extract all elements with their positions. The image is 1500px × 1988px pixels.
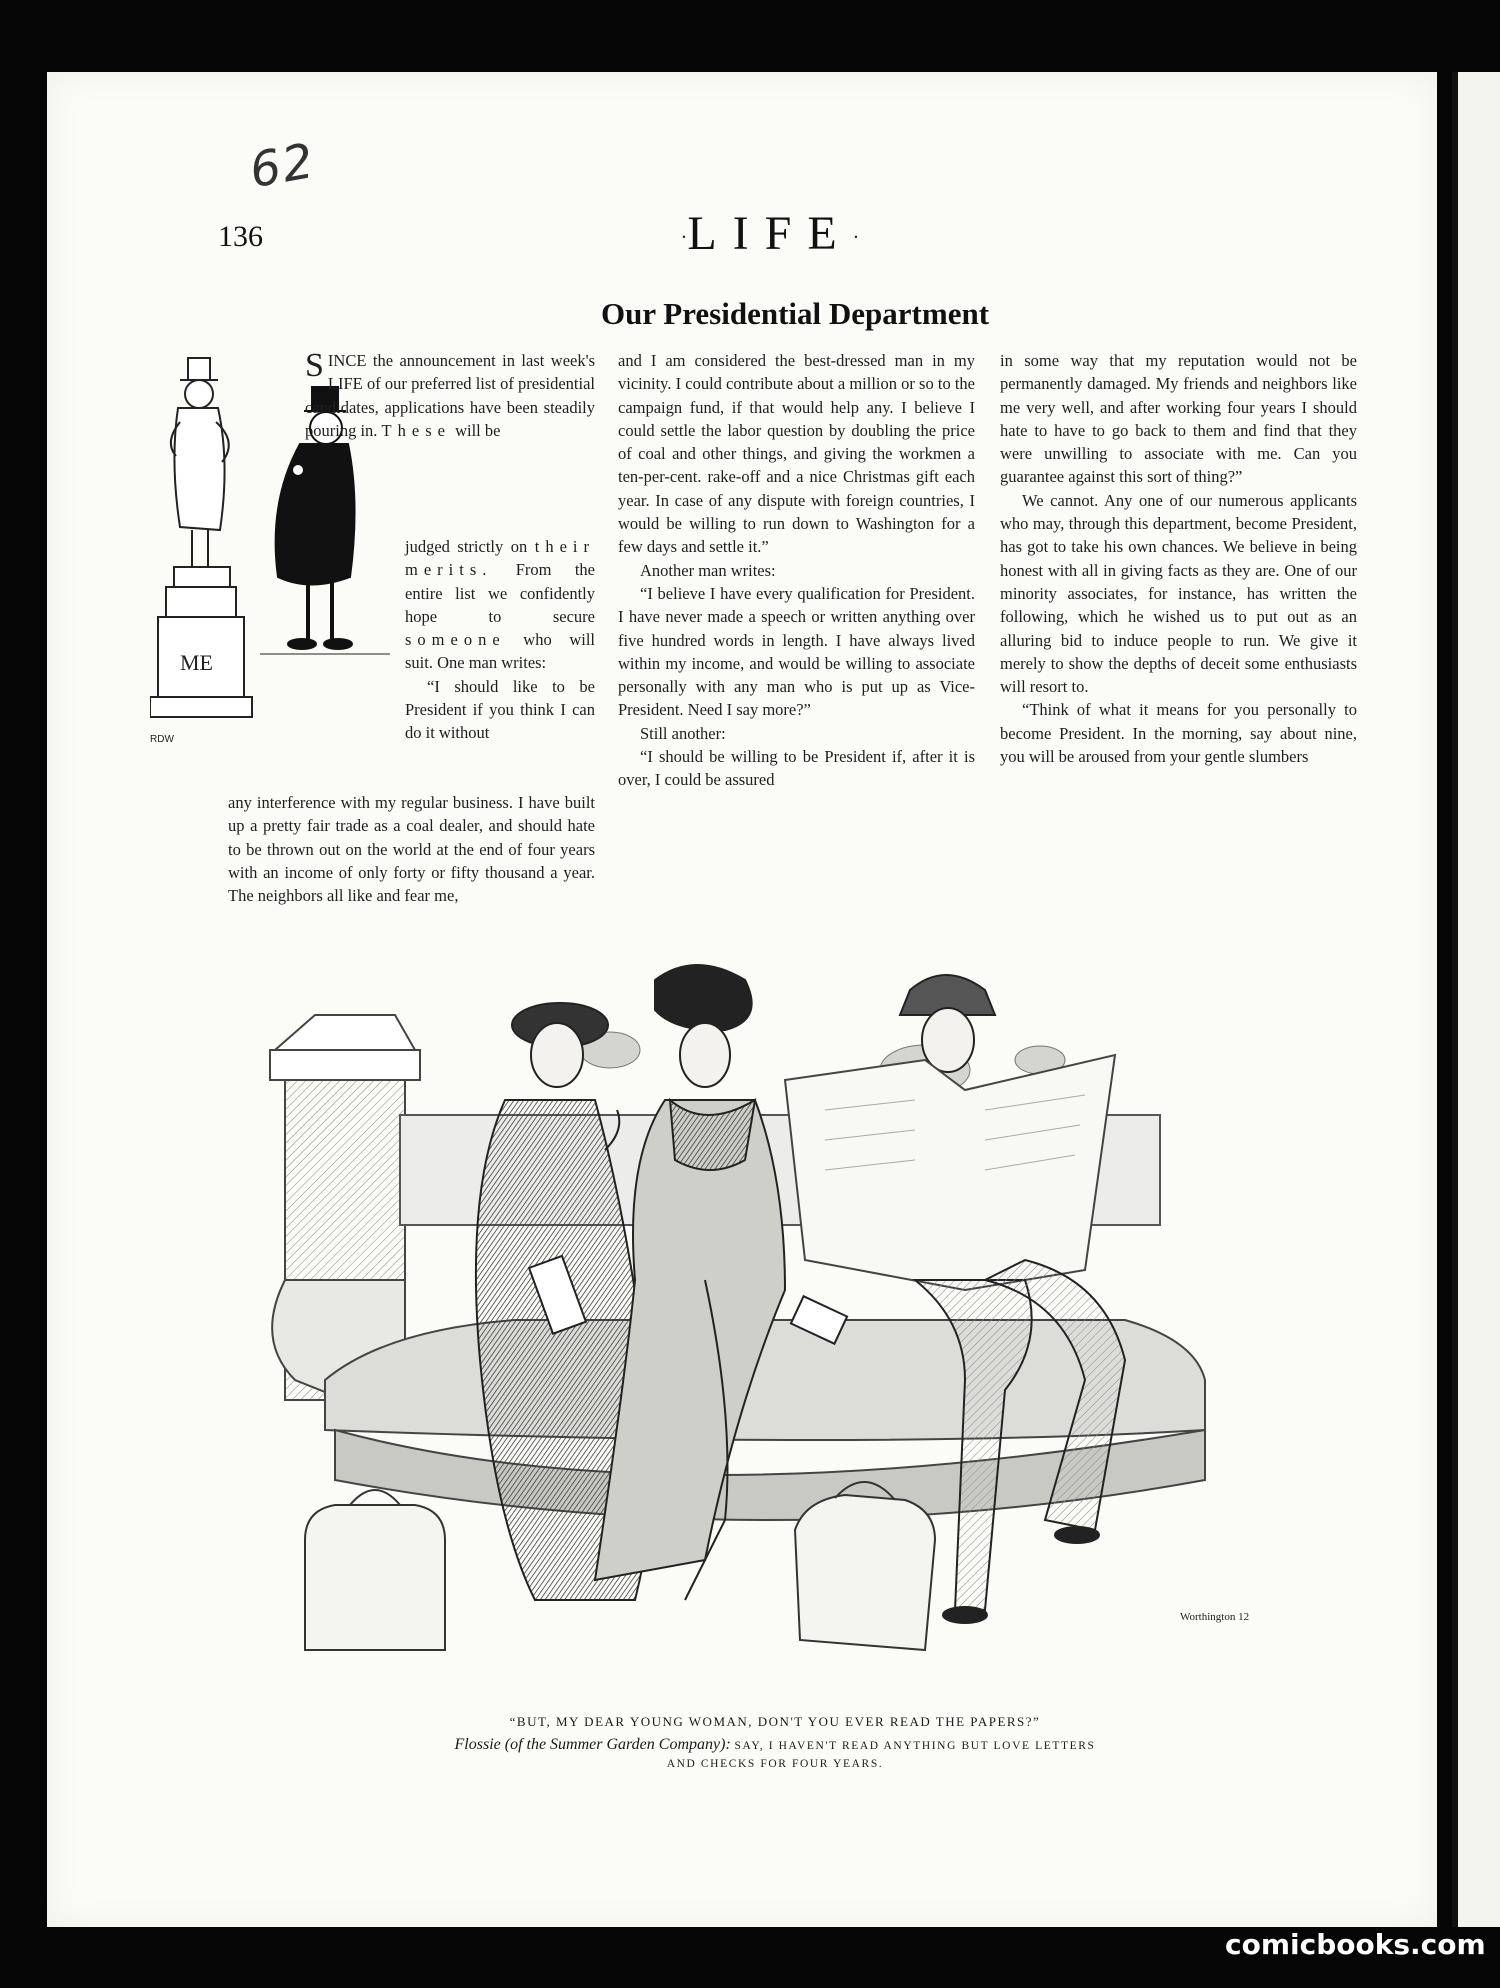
col3-paragraph-3: “Think of what it means for you personally to become President. In the morning, say about nine, you will be aroused from your gentle slumbers: [1000, 700, 1357, 767]
dropcap: S: [305, 347, 324, 384]
col1-judged: judged strictly on: [405, 537, 528, 556]
site-watermark: comicbooks.com: [1225, 1928, 1486, 1961]
col2-paragraph-5: “I should be willing to be President if, after it is over, I could be assured: [618, 747, 975, 790]
col1-entire: From the entire list we confidently hope to secure: [405, 560, 595, 626]
col2-paragraph-4: Still another:: [640, 723, 726, 743]
page-number: 136: [218, 220, 263, 253]
col1-quote-start: “I should like to be President if you think I can do it without: [405, 676, 595, 743]
caption-question: “BUT, MY DEAR YOUNG WOMAN, DON'T YOU EVER READ THE PAPERS?”: [509, 1714, 1041, 1729]
column-1-narrow: [405, 535, 595, 745]
caption-reply: SAY, I HAVEN'T READ ANYTHING BUT LOVE LETTERS: [734, 1740, 1096, 1752]
column-1-bottom: [228, 791, 595, 907]
col1-these-rest: will be: [455, 420, 501, 440]
col1-continued: any interference with my regular business. I have built up a pretty fair trade as a coal dealer, and should hate to be thrown out on the world at the end of four years with an income of only forty or fifty thousand a year. The neighbors all like and fear me,: [228, 793, 595, 906]
col3-paragraph-2: We cannot. Any one of our numerous applicants who may, through this department, become President, has got to take his own chances. We believe in being honest with all in giving facts as they are. One of our minority associates, for instance, has written the following, which he wished us to put out as an alluring bid to induce people to run. We give it merely to show the depths of deceit some enthusiasts will resort to.: [1000, 490, 1357, 697]
masthead-title: LIFE: [687, 207, 853, 260]
illustration-caption: [300, 1714, 1250, 1770]
article-title: Our Presidential Department: [600, 296, 990, 331]
col1-their-merits: their merits.: [405, 537, 596, 580]
handwritten-mark: 62: [245, 132, 320, 200]
illustration-signature: Worthington 12: [1180, 1611, 1250, 1623]
cartoon-signature: RDW: [150, 734, 174, 745]
col3-paragraph-1: in some way that my reputation would not be permanently damaged. My friends and neighbors like me very well, and after working four years I should hate to have to go back to them and find that they were unwilling to associate with me. Can you guarantee against this sort of thing?”: [1000, 351, 1357, 487]
pedestal-label: ME: [180, 650, 213, 675]
col1-writes: who will suit. One man writes:: [405, 630, 595, 673]
col2-paragraph-1: and I am considered the best-dressed man in my vicinity. I could contribute about a million or so to the campaign fund, if that would help any. I believe I could settle the labor question by doubling the price of coal and other things, and giving the workmen a ten-per-cent. rake-off and a nice Christmas gift each year. In case of any dispute with foreign countries, I would be willing to run down to Washington for a few days and settle it.”: [618, 351, 975, 557]
left-valise: [305, 1490, 445, 1650]
col2-paragraph-3: “I believe I have every qualification for President. I have never made a speech or written anything over five hundred words in length. I have always lived within my income, and would be willing to associate personally with any man who is put up as Vice-President. Need I say more?”: [618, 583, 975, 720]
right-valise: [795, 1482, 935, 1650]
caption-reply-line: [300, 1736, 1250, 1754]
caption-reply-end: AND CHECKS FOR FOUR YEARS.: [666, 1758, 884, 1770]
column-1-top: [305, 349, 595, 442]
col1-these: These: [381, 420, 451, 440]
col2-paragraph-2: Another man writes:: [640, 560, 776, 580]
column-2: [618, 349, 975, 792]
col1-intro: INCE the announcement in last week's LIFE of our preferred list of presidential candidates, applications have been steadily pouring in.: [305, 351, 595, 440]
bench-illustration: [265, 960, 1285, 1660]
caption-speaker: Flossie (of the Summer Garden Company):: [454, 1736, 731, 1753]
next-page-edge: [1452, 72, 1500, 1927]
col1-someone: someone: [405, 630, 506, 650]
masthead: ·LIFE·: [680, 207, 860, 260]
column-3: [1000, 349, 1357, 768]
